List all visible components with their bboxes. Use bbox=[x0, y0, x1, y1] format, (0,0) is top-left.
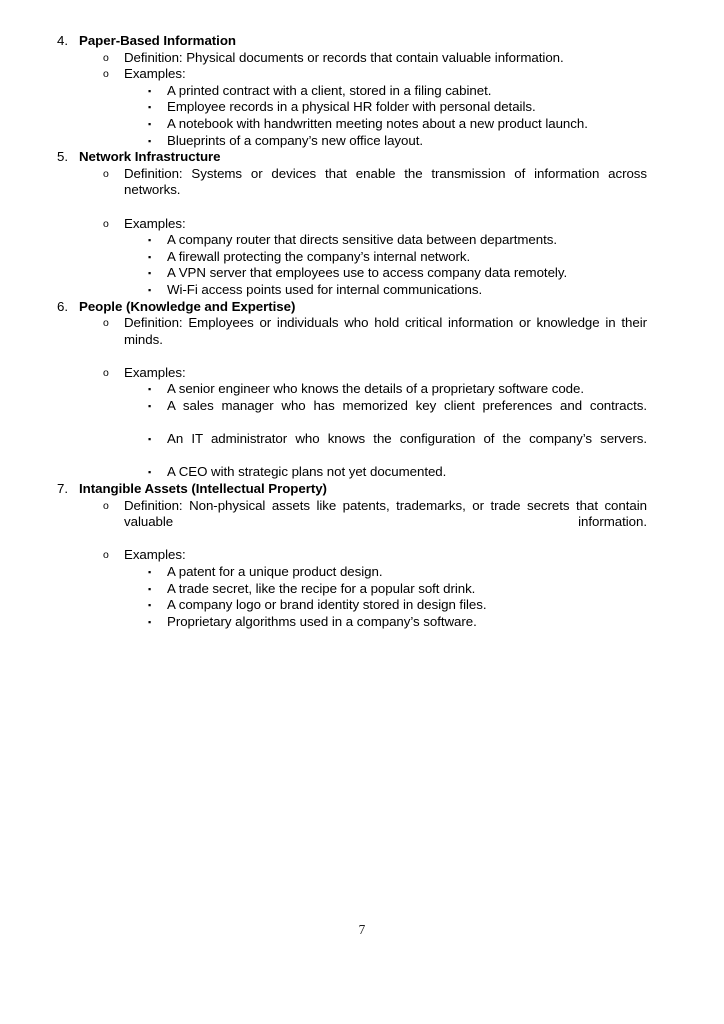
definition-item bbox=[103, 166, 647, 216]
example-text: A senior engineer who knows the details of a proprietary software code. bbox=[167, 381, 585, 397]
square-bullet-icon: ▪ bbox=[148, 434, 152, 445]
square-bullet-icon: ▪ bbox=[148, 118, 152, 129]
document-body bbox=[57, 33, 647, 630]
example-text: A company router that directs sensitive data between departments. bbox=[167, 232, 557, 248]
example-item bbox=[147, 431, 647, 464]
section-heading bbox=[57, 33, 647, 50]
square-bullet-icon: ▪ bbox=[148, 467, 152, 478]
examples-label-item bbox=[103, 216, 647, 233]
circle-bullet-icon: o bbox=[103, 167, 109, 180]
definition-text: Definition: Physical documents or records that contain valuable information. bbox=[124, 49, 564, 65]
section-number: 7. bbox=[57, 481, 68, 497]
example-text: Wi-Fi access points used for internal communications. bbox=[167, 281, 483, 297]
definition-text: Definition: Systems or devices that enable the transmission of information across networks. bbox=[124, 165, 647, 198]
examples-label-text: Examples: bbox=[124, 547, 186, 563]
example-text: A printed contract with a client, stored in a filing cabinet. bbox=[167, 82, 492, 98]
example-text: Employee records in a physical HR folder with personal details. bbox=[167, 99, 536, 115]
example-text: Proprietary algorithms used in a company’s software. bbox=[167, 613, 477, 629]
circle-bullet-icon: o bbox=[103, 68, 109, 81]
circle-bullet-icon: o bbox=[103, 499, 109, 512]
example-text: A trade secret, like the recipe for a popular soft drink. bbox=[167, 580, 476, 596]
section-heading bbox=[57, 149, 647, 166]
example-item bbox=[147, 249, 647, 266]
definition-text: Definition: Non-physical assets like patents, trademarks, or trade secrets that contain valuable information. bbox=[124, 497, 647, 530]
section-title: Paper-Based Information bbox=[79, 33, 236, 48]
example-item bbox=[147, 564, 647, 581]
square-bullet-icon: ▪ bbox=[148, 401, 152, 412]
definition-text: Definition: Employees or individuals who hold critical information or knowledge in their minds. bbox=[124, 315, 647, 347]
circle-bullet-icon: o bbox=[103, 366, 109, 379]
section-6 bbox=[57, 299, 647, 482]
square-bullet-icon: ▪ bbox=[148, 268, 152, 279]
example-text: Blueprints of a company’s new office layout. bbox=[167, 132, 424, 148]
section-title: People (Knowledge and Expertise) bbox=[79, 298, 296, 314]
example-text: A sales manager who has memorized key client preferences and contracts. bbox=[167, 398, 647, 414]
example-item bbox=[147, 99, 647, 116]
example-item bbox=[147, 83, 647, 100]
example-item bbox=[147, 232, 647, 249]
example-text: A notebook with handwritten meeting notes about a new product launch. bbox=[167, 115, 588, 131]
examples-label-text: Examples: bbox=[124, 215, 186, 231]
square-bullet-icon: ▪ bbox=[148, 583, 152, 594]
example-item bbox=[147, 614, 647, 631]
example-text: A CEO with strategic plans not yet documented. bbox=[167, 464, 447, 480]
square-bullet-icon: ▪ bbox=[148, 284, 152, 295]
square-bullet-icon: ▪ bbox=[148, 135, 152, 146]
section-5 bbox=[57, 149, 647, 298]
example-text: A patent for a unique product design. bbox=[167, 564, 383, 579]
examples-label-item bbox=[103, 547, 647, 564]
examples-label-text: Examples: bbox=[124, 364, 186, 380]
square-bullet-icon: ▪ bbox=[148, 85, 152, 96]
square-bullet-icon: ▪ bbox=[148, 567, 152, 577]
section-number: 4. bbox=[57, 33, 68, 48]
example-text: A company logo or brand identity stored in design files. bbox=[167, 597, 487, 613]
circle-bullet-icon: o bbox=[103, 217, 109, 230]
example-item bbox=[147, 464, 647, 481]
square-bullet-icon: ▪ bbox=[148, 251, 152, 262]
definition-item bbox=[103, 50, 647, 67]
section-heading bbox=[57, 299, 647, 316]
example-text: An IT administrator who knows the configuration of the company’s servers. bbox=[167, 431, 647, 447]
circle-bullet-icon: o bbox=[103, 317, 109, 330]
section-number: 6. bbox=[57, 298, 68, 314]
section-number: 5. bbox=[57, 149, 68, 165]
example-item bbox=[147, 381, 647, 398]
examples-label-text: Examples: bbox=[124, 66, 186, 82]
page-number: 7 bbox=[358, 922, 366, 937]
section-title: Network Infrastructure bbox=[79, 149, 221, 165]
examples-label-item bbox=[103, 365, 647, 382]
square-bullet-icon: ▪ bbox=[148, 102, 152, 113]
example-item bbox=[147, 581, 647, 598]
section-4 bbox=[57, 33, 647, 149]
definition-item bbox=[103, 498, 647, 548]
example-item bbox=[147, 133, 647, 150]
example-item bbox=[147, 265, 647, 282]
square-bullet-icon: ▪ bbox=[148, 384, 152, 395]
section-7 bbox=[57, 481, 647, 630]
circle-bullet-icon: o bbox=[103, 549, 109, 562]
square-bullet-icon: ▪ bbox=[148, 616, 152, 627]
circle-bullet-icon: o bbox=[103, 51, 109, 64]
example-text: A firewall protecting the company’s internal network. bbox=[167, 248, 471, 264]
section-title: Intangible Assets (Intellectual Property) bbox=[79, 481, 327, 497]
square-bullet-icon: ▪ bbox=[148, 600, 152, 611]
definition-item bbox=[103, 315, 647, 365]
example-item bbox=[147, 398, 647, 431]
examples-label-item bbox=[103, 66, 647, 83]
example-item bbox=[147, 597, 647, 614]
example-item bbox=[147, 282, 647, 299]
square-bullet-icon: ▪ bbox=[148, 235, 152, 246]
example-text: A VPN server that employees use to access company data remotely. bbox=[167, 265, 568, 281]
section-heading bbox=[57, 481, 647, 498]
example-item bbox=[147, 116, 647, 133]
